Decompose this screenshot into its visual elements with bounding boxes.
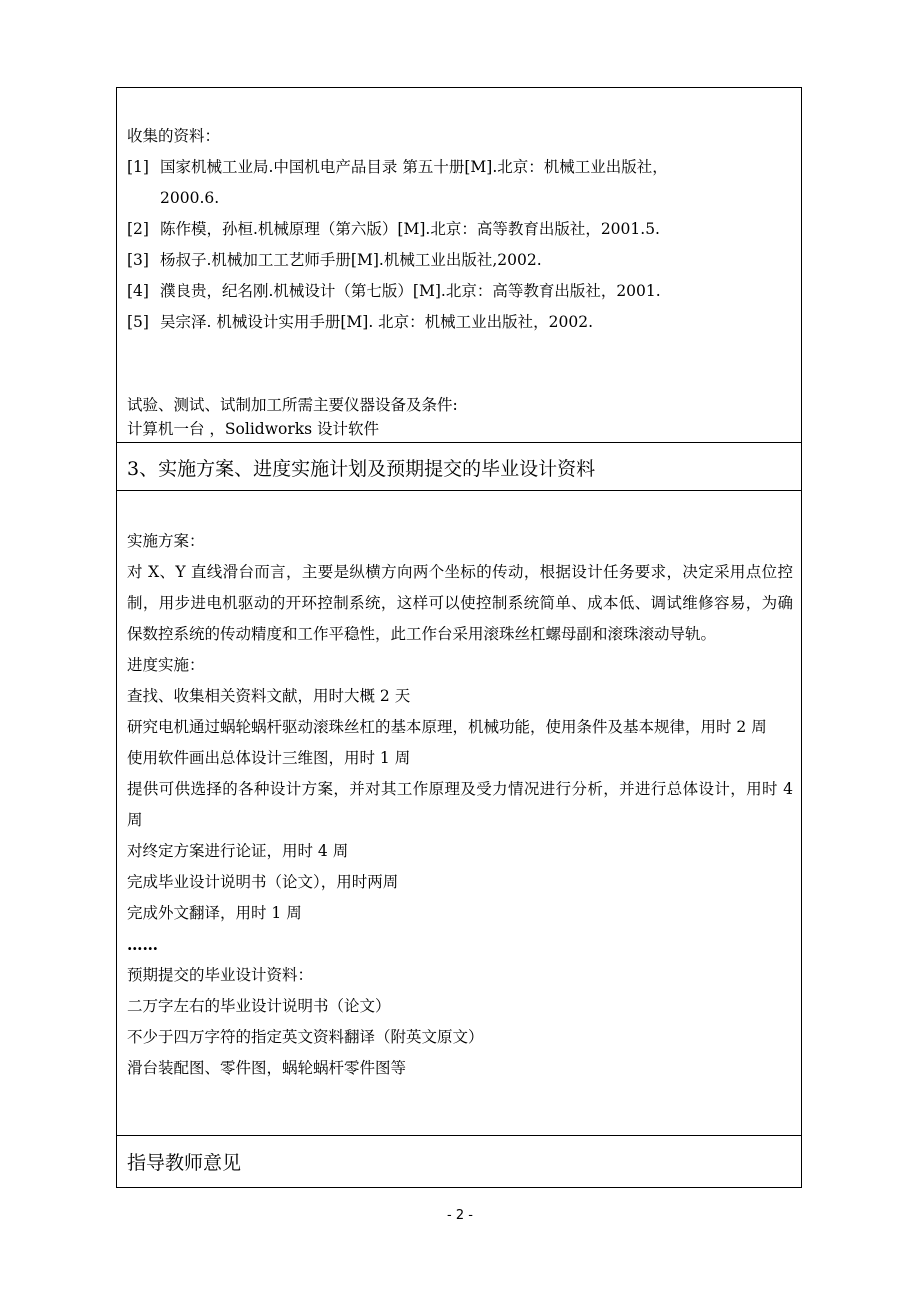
progress-item: 查找、收集相关资料文献，用时大概 2 天 — [127, 687, 411, 705]
form-table — [116, 87, 802, 1188]
page-number: - 2 - — [447, 1208, 473, 1223]
progress-item: 对终定方案进行论证，用时 4 周 — [127, 842, 349, 860]
reference-item: [3] 杨叔子.机械加工工艺师手册[M].机械工业出版社,2002. — [127, 251, 542, 269]
section3-heading-row — [117, 443, 801, 491]
equipment-label: 试验、测试、试制加工所需主要仪器设备及条件: — [127, 396, 458, 414]
deliverable-item: 不少于四万字符的指定英文资料翻译（附英文原文） — [127, 1028, 484, 1046]
advisor-heading: 指导教师意见 — [127, 1152, 242, 1174]
reference-item: [5] 吴宗泽. 机械设计实用手册[M]. 北京：机械工业出版社，2002. — [127, 313, 594, 331]
plan-label: 实施方案： — [127, 532, 205, 550]
reference-item: [2] 陈作模，孙桓.机械原理（第六版）[M].北京：高等教育出版社，2001.5. — [127, 220, 660, 238]
plan-text: 对 X、Y 直线滑台而言，主要是纵横方向两个坐标的传动，根据设计任务要求，决定采用点位控制，用步进电机驱动的开环控制系统，这样可以使控制系统简单、成本低、调试维修容易，为确保数控系统的传动精度和工作平稳性，此工作台采用滚珠丝杠螺母副和滚珠滚动导轨。 — [127, 563, 793, 643]
section3-content — [117, 491, 801, 1136]
section3-heading: 3、实施方案、进度实施计划及预期提交的毕业设计资料 — [127, 458, 596, 480]
advisor-section — [117, 1136, 801, 1187]
materials-label: 收集的资料： — [127, 127, 221, 145]
progress-item: 提供可供选择的各种设计方案，并对其工作原理及受力情况进行分析，并进行总体设计，用时 4 周 — [127, 780, 793, 829]
deliverables-label: 预期提交的毕业设计资料： — [127, 966, 314, 984]
deliverable-item: 二万字左右的毕业设计说明书（论文） — [127, 997, 391, 1015]
ellipsis: …… — [127, 935, 158, 954]
materials-section — [117, 88, 801, 443]
progress-item: 使用软件画出总体设计三维图，用时 1 周 — [127, 749, 411, 767]
equipment-text: 计算机一台 ，Solidworks 设计软件 — [127, 420, 379, 438]
progress-label: 进度实施： — [127, 656, 205, 674]
reference-item-continuation: 2000.6. — [160, 189, 220, 207]
reference-item: [4] 濮良贵，纪名刚.机械设计（第七版）[M].北京：高等教育出版社，2001. — [127, 282, 661, 300]
progress-item: 完成毕业设计说明书（论文），用时两周 — [127, 873, 399, 891]
progress-item: 研究电机通过蜗轮蜗杆驱动滚珠丝杠的基本原理，机械功能，使用条件及基本规律，用时 2 周 — [127, 718, 767, 736]
progress-item: 完成外文翻译，用时 1 周 — [127, 904, 302, 922]
reference-item: [1] 国家机械工业局.中国机电产品目录 第五十册[M].北京：机械工业出版社， — [127, 158, 668, 176]
deliverable-item: 滑台装配图、零件图，蜗轮蜗杆零件图等 — [127, 1059, 407, 1077]
